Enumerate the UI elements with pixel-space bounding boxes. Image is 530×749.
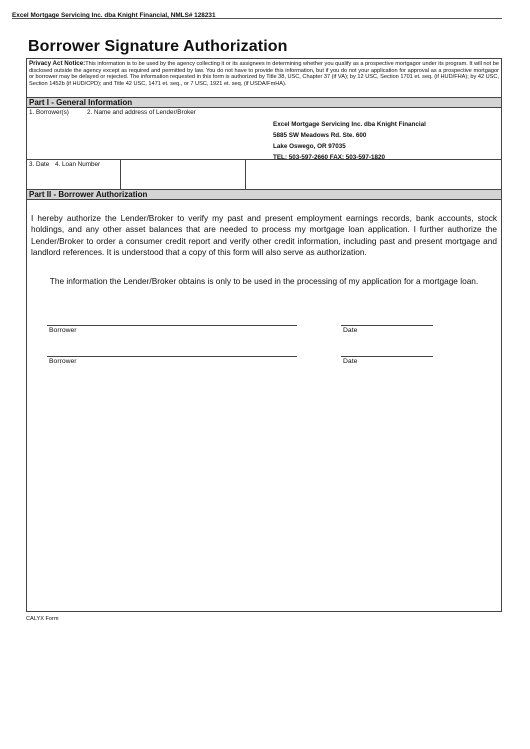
borrower-label: Borrower [49,358,77,365]
lender-address-block [273,119,426,163]
part1-heading: Part I - General Information [27,97,501,108]
lender-phone-fax: TEL: 503-597-2660 FAX: 503-597-1820 [273,154,386,161]
date-signature-line[interactable] [341,356,433,357]
lender-address-line1: 5885 SW Meadows Rd. Ste. 600 [273,132,367,139]
lender-broker-label: 2. Name and address of Lender/Broker [87,109,196,116]
part2-heading: Part II - Borrower Authorization [27,189,501,200]
loan-number-label: 4. Loan Number [55,161,101,168]
cell-divider [120,159,121,189]
row-divider [27,159,501,160]
borrower-signature-line[interactable] [47,356,297,357]
date-label: Date [343,327,358,334]
borrower-label: Borrower [49,327,77,334]
borrowers-label: 1. Borrower(s) [29,109,69,116]
page-title: Borrower Signature Authorization [28,38,288,55]
cell-divider [245,159,246,189]
header-divider [12,18,502,19]
date-signature-line[interactable] [341,325,433,326]
authorization-statement: I hereby authorize the Lender/Broker to verify my past and present employment earnings records, bank accounts, stock holdings, and any other asset balances that are needed to process my mortgage loan application. I further authorize the Lender/Broker to order a consumer credit report and verify other credit information, including past and present mortgage and landlord references. It is understood that a copy of this form will also serve as authorization. [31,213,497,258]
date-label: 3. Date [29,161,50,168]
company-header: Excel Mortgage Servicing Inc. dba Knight Financial, NMLS# 128231 [12,12,216,19]
authorization-form [26,58,502,612]
privacy-label: Privacy Act Notice: [29,60,86,67]
form-footer: CALYX Form [26,616,59,622]
lender-name: Excel Mortgage Servicing Inc. dba Knight Financial [273,121,426,128]
lender-address-line2: Lake Oswego, OR 97035 [273,143,346,150]
privacy-text: This information is to be used by the agency collecting it or its assignees in determining whether you qualify as a prospective mortgagor under its program. It will not be disclosed outside the agency except as required and permitted by law. You do not have to provide this information, but if you do not your application for approval as a prospective mortgagor or borrower may be delayed or rejected. The information requested in this form is authorized by Title 38, USC, Chapter 37 (if VA); by 12 USC, Section 1701 et. seq. (if HUD/FHA); by 42 USC, Section 1452b (if HUD/CPD); and Title 42 USC, 1471 et. seq., or 7 USC, 1921 et. seq. (if USDA/FmHA). [29,61,500,87]
date-label: Date [343,358,358,365]
privacy-notice [29,61,499,87]
usage-statement: The information the Lender/Broker obtains is only to be used in the processing of my application for a mortgage loan. [49,276,479,286]
borrower-signature-line[interactable] [47,325,297,326]
